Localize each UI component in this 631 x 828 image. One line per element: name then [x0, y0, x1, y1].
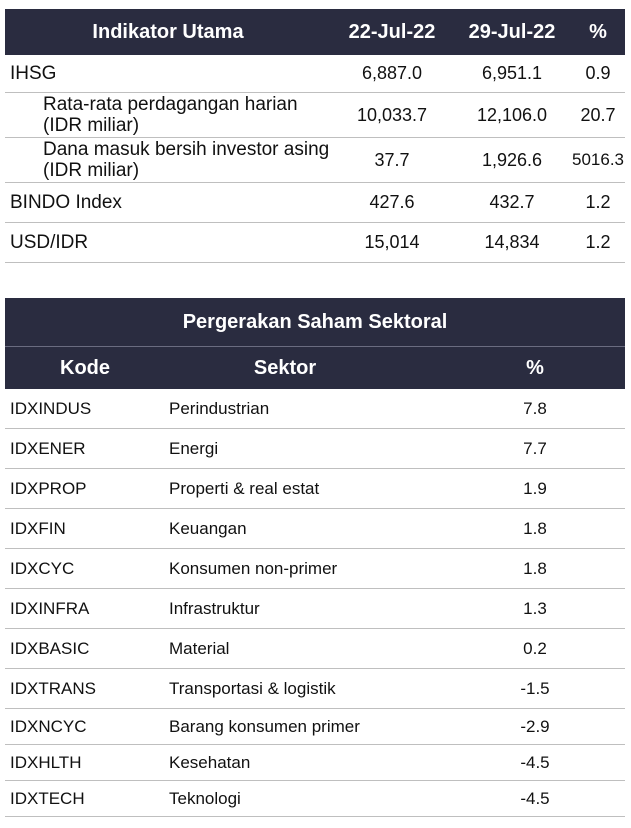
indicator-row-ihsg	[5, 55, 625, 93]
sector-row	[5, 429, 625, 469]
sector-code: IDXFIN	[10, 518, 66, 538]
sector-table-header	[5, 347, 625, 389]
indicator-pct: 5016.3	[572, 150, 624, 169]
indicator-value-2: 1,926.6	[481, 149, 543, 170]
indicator-row-bindo	[5, 183, 625, 223]
indicator-label: BINDO Index	[10, 191, 122, 213]
sector-pct: 1.8	[523, 558, 547, 578]
sector-row	[5, 469, 625, 509]
indicator-row-usdidr	[5, 223, 625, 263]
sector-code: IDXINFRA	[10, 598, 90, 618]
sector-pct: 7.8	[523, 398, 547, 418]
indicator-value-2: 432.7	[489, 192, 535, 212]
indicator-value-1: 10,033.7	[356, 104, 428, 125]
indicator-value-1: 427.6	[369, 192, 415, 212]
sector-name: Keuangan	[169, 518, 247, 538]
sector-row	[5, 389, 625, 429]
sector-table-title: Pergerakan Saham Sektoral	[5, 298, 625, 347]
sector-pct: 7.7	[523, 438, 547, 458]
sector-name: Infrastruktur	[169, 598, 260, 618]
header-pct: %	[589, 20, 607, 43]
key-indicators-table	[5, 9, 625, 263]
indicator-value-1: 37.7	[374, 149, 410, 170]
sector-movement-table	[5, 298, 625, 817]
sector-row	[5, 629, 625, 669]
sector-pct: 1.3	[523, 598, 547, 618]
indicators-title: Indikator Utama	[92, 20, 244, 43]
header-date-1: 22-Jul-22	[348, 20, 436, 43]
indicator-pct: 1.2	[585, 192, 611, 212]
sector-row	[5, 509, 625, 549]
sector-code: IDXENER	[10, 438, 86, 458]
indicator-label: IHSG	[10, 62, 57, 84]
indicator-label: Dana masuk bersih investor asing (IDR miliar)	[43, 139, 330, 181]
indicator-pct: 0.9	[585, 63, 611, 83]
sector-code: IDXTRANS	[10, 678, 96, 698]
sector-row	[5, 781, 625, 817]
sector-name: Teknologi	[169, 788, 241, 808]
sector-row	[5, 709, 625, 745]
indicators-header	[5, 9, 625, 55]
sector-code: IDXHLTH	[10, 752, 82, 772]
indicator-value-1: 6,887.0	[361, 63, 423, 83]
sector-pct: -4.5	[520, 752, 550, 772]
sector-code: IDXPROP	[10, 478, 87, 498]
sector-name: Energi	[169, 438, 219, 458]
sector-pct: 1.8	[523, 518, 547, 538]
sector-pct: -2.9	[520, 716, 550, 736]
sector-code: IDXNCYC	[10, 716, 87, 736]
sector-name: Kesehatan	[169, 752, 251, 772]
header-sector: Sektor	[253, 356, 317, 379]
sector-code: IDXTECH	[10, 788, 85, 808]
sector-code: IDXINDUS	[10, 398, 92, 418]
sector-name: Barang konsumen primer	[169, 716, 360, 736]
indicator-pct: 1.2	[585, 232, 611, 252]
header-pct: %	[526, 356, 544, 379]
sector-row	[5, 745, 625, 781]
sector-pct: 0.2	[523, 638, 547, 658]
sector-name: Properti & real estat	[169, 478, 320, 498]
sector-name: Material	[169, 638, 230, 658]
indicator-label: USD/IDR	[10, 231, 89, 253]
indicator-label: Rata-rata perdagangan harian (IDR miliar)	[43, 94, 298, 136]
indicator-value-1: 15,014	[364, 232, 420, 252]
sector-name: Perindustrian	[169, 398, 270, 418]
sector-name: Transportasi & logistik	[169, 678, 336, 698]
sector-pct: -4.5	[520, 788, 550, 808]
sector-row	[5, 549, 625, 589]
sector-pct: -1.5	[520, 678, 550, 698]
sector-row	[5, 669, 625, 709]
sector-name: Konsumen non-primer	[169, 558, 338, 578]
indicator-value-2: 12,106.0	[476, 104, 548, 125]
indicator-row-foreign-inflow	[5, 138, 625, 183]
indicator-pct: 20.7	[580, 104, 616, 125]
sector-pct: 1.9	[523, 478, 547, 498]
sector-code: IDXBASIC	[10, 638, 90, 658]
sector-code: IDXCYC	[10, 558, 75, 578]
header-code: Kode	[60, 356, 110, 379]
indicator-row-daily-trading	[5, 93, 625, 138]
indicator-value-2: 6,951.1	[481, 63, 543, 83]
sector-row	[5, 589, 625, 629]
header-date-2: 29-Jul-22	[468, 20, 556, 43]
indicator-value-2: 14,834	[484, 232, 540, 252]
